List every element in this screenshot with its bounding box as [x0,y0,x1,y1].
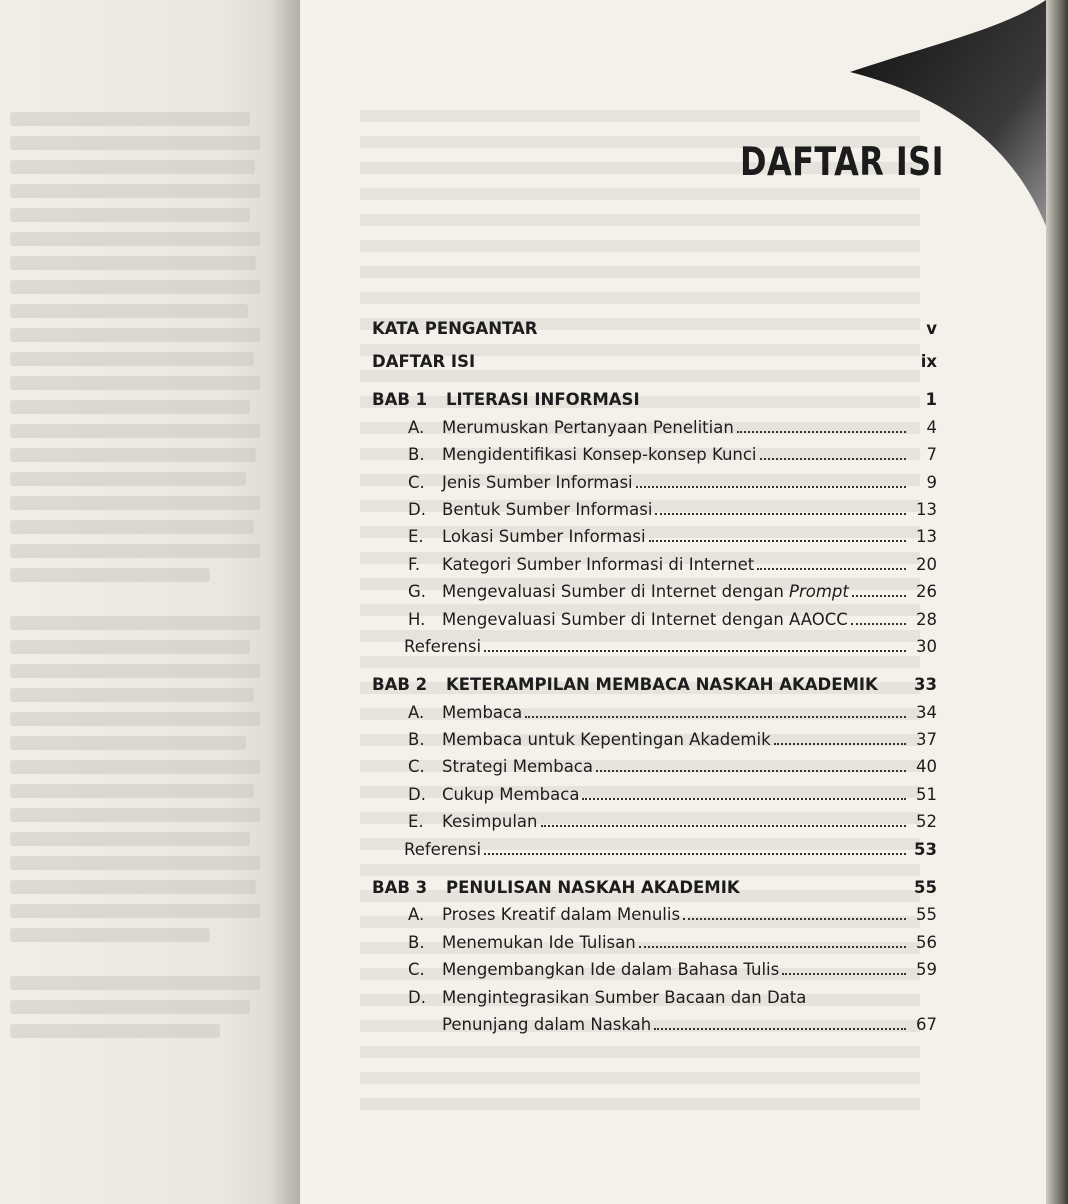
section-letter: E. [408,812,424,832]
toc-entry-kata-pengantar[interactable] [372,306,937,339]
section-title-emphasis: Prompt [789,582,849,602]
section-page: 56 [916,932,937,952]
section-letter: A. [408,417,425,437]
references-page: 30 [916,636,937,656]
section-letter: E. [408,527,424,547]
section-title: Membaca untuk Kepentingan Akademik [442,730,771,750]
section-page: 40 [916,757,937,777]
toc-section[interactable] [372,493,937,520]
toc-section[interactable] [372,547,937,574]
section-letter: D. [408,987,426,1007]
toc-references[interactable] [372,630,937,657]
toc-section[interactable] [372,953,937,980]
chapter-label: BAB 1 [372,390,428,410]
section-page: 4 [926,417,937,437]
section-letter: B. [408,730,425,750]
toc-entry-title: DAFTAR ISI [372,352,476,371]
section-letter: B. [408,445,425,465]
toc-section[interactable] [372,410,937,437]
toc-chapter-1[interactable] [372,383,937,410]
section-letter: C. [408,472,425,492]
toc-section[interactable] [372,695,937,722]
section-page: 55 [916,905,937,925]
references-page: 53 [914,839,937,859]
previous-page [0,0,300,1204]
section-title: Cukup Membaca [442,784,580,804]
section-letter: A. [408,905,425,925]
section-title: Membaca [442,702,523,722]
section-page: 20 [916,554,937,574]
toc-section[interactable] [372,925,937,952]
section-page: 67 [916,1014,937,1034]
page-edge [1046,0,1068,1204]
section-title: Bentuk Sumber Informasi [442,499,653,519]
toc-section[interactable] [372,520,937,547]
chapter-page: 55 [914,878,937,898]
toc-section-continuation[interactable] [372,1008,937,1035]
section-page: 9 [926,472,937,492]
section-letter: F. [408,554,421,574]
section-page: 7 [926,445,937,465]
toc-chapter-2[interactable] [372,668,937,695]
section-title: Lokasi Sumber Informasi [442,527,646,547]
references-title: Referensi [404,839,482,859]
section-title: Jenis Sumber Informasi [442,472,633,492]
section-page: 51 [916,784,937,804]
chapter-label: BAB 3 [372,878,428,898]
section-title: Mengidentifikasi Konsep-konsep Kunci [442,445,757,465]
section-title: Mengevaluasi Sumber di Internet dengan Prompt [442,582,849,602]
toc-section[interactable] [372,602,937,629]
section-letter: C. [408,757,425,777]
section-title: Mengevaluasi Sumber di Internet dengan AAOCC [442,609,848,629]
toc-entry-title: KATA PENGANTAR [372,319,538,338]
toc-section[interactable] [372,465,937,492]
section-letter: H. [408,609,426,629]
chapter-title: LITERASI INFORMASI [446,390,640,410]
toc-entry-page: v [926,319,937,338]
chapter-page: 1 [925,390,937,410]
toc-section[interactable] [372,777,937,804]
section-title: Mengintegrasikan Sumber Bacaan dan Data [442,987,807,1007]
section-page: 34 [916,702,937,722]
section-title: Proses Kreatif dalam Menulis [442,905,681,925]
section-page: 52 [916,812,937,832]
section-page: 13 [916,527,937,547]
section-title: Merumuskan Pertanyaan Penelitian [442,417,734,437]
section-page: 13 [916,499,937,519]
toc-section[interactable] [372,898,937,925]
section-letter: D. [408,499,426,519]
section-page: 37 [916,730,937,750]
section-letter: D. [408,784,426,804]
section-page: 59 [916,960,937,980]
toc-section[interactable] [372,750,937,777]
section-letter: G. [408,582,427,602]
section-page: 26 [916,582,937,602]
chapter-label: BAB 2 [372,675,428,695]
references-title: Referensi [404,636,482,656]
toc-section[interactable] [372,805,937,832]
chapter-title: KETERAMPILAN MEMBACA NASKAH AKADEMIK [446,675,878,695]
toc-chapter-3[interactable] [372,871,937,898]
toc-section[interactable] [372,723,937,750]
section-title: Menemukan Ide Tulisan [442,932,636,952]
section-page: 28 [916,609,937,629]
section-letter: A. [408,702,425,722]
section-title-line2: Penunjang dalam Naskah [442,1014,652,1034]
page-title: DAFTAR ISI [740,140,944,185]
section-title: Kesimpulan [442,812,538,832]
toc-references[interactable] [372,832,937,859]
toc-section[interactable] [372,575,937,602]
chapter-page: 33 [914,675,937,695]
section-letter: C. [408,960,425,980]
section-title: Strategi Membaca [442,757,593,777]
toc-entry-page: ix [920,352,937,371]
table-of-contents [372,306,937,1035]
section-title: Mengembangkan Ide dalam Bahasa Tulis [442,960,780,980]
toc-section[interactable] [372,438,937,465]
chapter-title: PENULISAN NASKAH AKADEMIK [446,878,740,898]
toc-section[interactable] [372,980,937,1007]
section-title: Kategori Sumber Informasi di Internet [442,554,755,574]
toc-entry-daftar-isi[interactable] [372,339,937,372]
section-letter: B. [408,932,425,952]
